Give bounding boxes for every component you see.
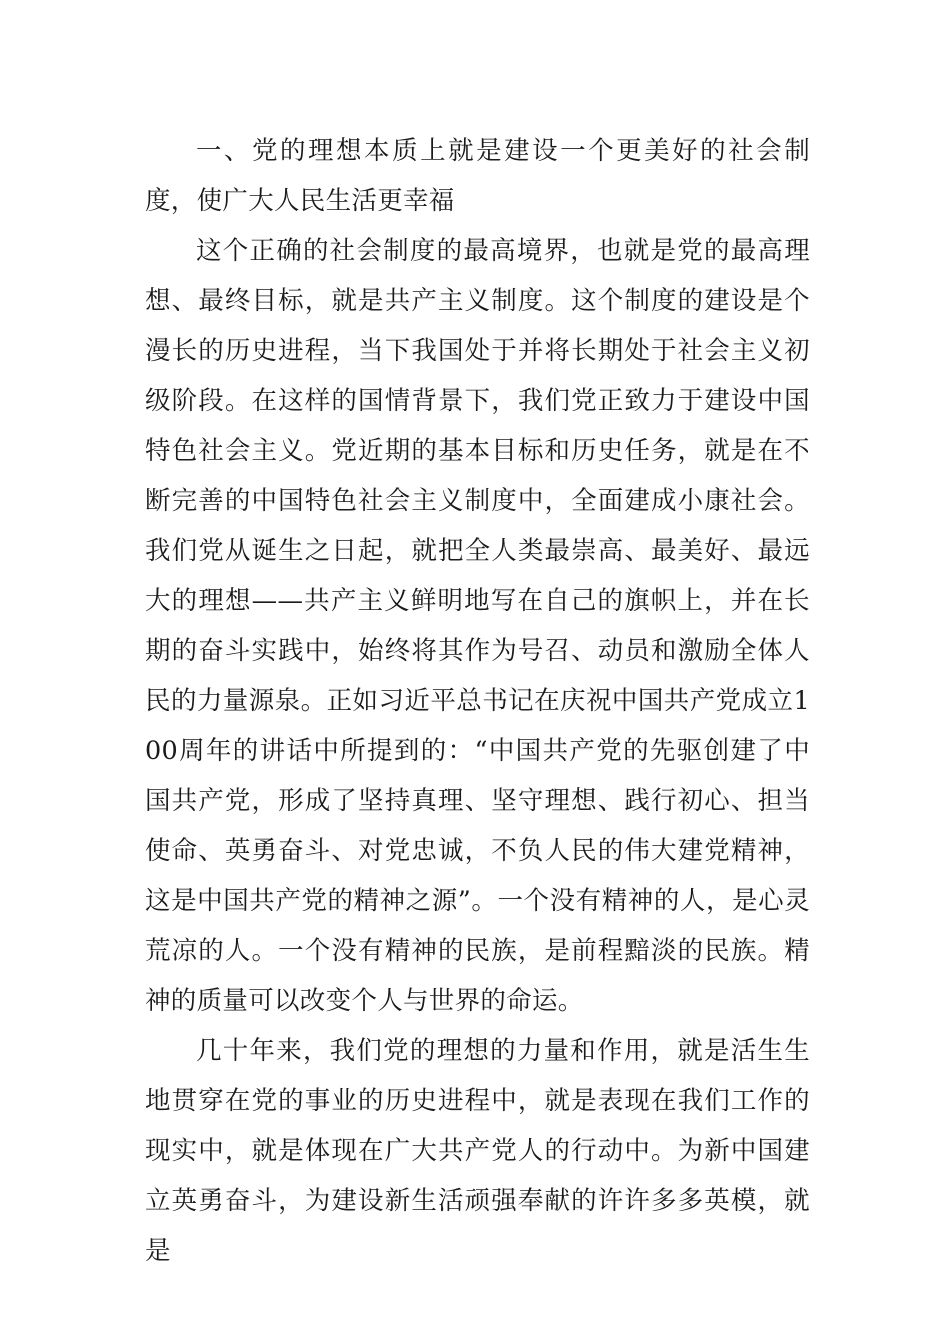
document-body: [145, 126, 810, 1276]
section-heading: 一、党的理想本质上就是建设一个更美好的社会制度，使广大人民生活更幸福: [145, 136, 810, 216]
paragraph: 这个正确的社会制度的最高境界，也就是党的最高理想、最终目标，就是共产主义制度。这个制度的建设是个漫长的历史进程，当下我国处于并将长期处于社会主义初级阶段。在这样的国情背景下，我们党正致力于建设中国特色社会主义。党近期的基本目标和历史任务，就是在不断完善的中国特色社会主义制度中，全面建成小康社会。我们党从诞生之日起，就把全人类最崇高、最美好、最远大的理想——共产主义鲜明地写在自己的旗帜上，并在长期的奋斗实践中，始终将其作为号召、动员和激励全体人民的力量源泉。正如习近平总书记在庆祝中国共产党成立100周年的讲话中所提到的：“中国共产党的先驱创建了中国共产党，形成了坚持真理、坚守理想、践行初心、担当使命、英勇奋斗、对党忠诚，不负人民的伟大建党精神，这是中国共产党的精神之源”。一个没有精神的人，是心灵荒凉的人。一个没有精神的民族，是前程黯淡的民族。精神的质量可以改变个人与世界的命运。: [145, 236, 810, 1016]
paragraph: 几十年来，我们党的理想的力量和作用，就是活生生地贯穿在党的事业的历史进程中，就是表现在我们工作的现实中，就是体现在广大共产党人的行动中。为新中国建立英勇奋斗，为建设新生活顽强奉献的许许多多英模，就是: [145, 1036, 810, 1266]
